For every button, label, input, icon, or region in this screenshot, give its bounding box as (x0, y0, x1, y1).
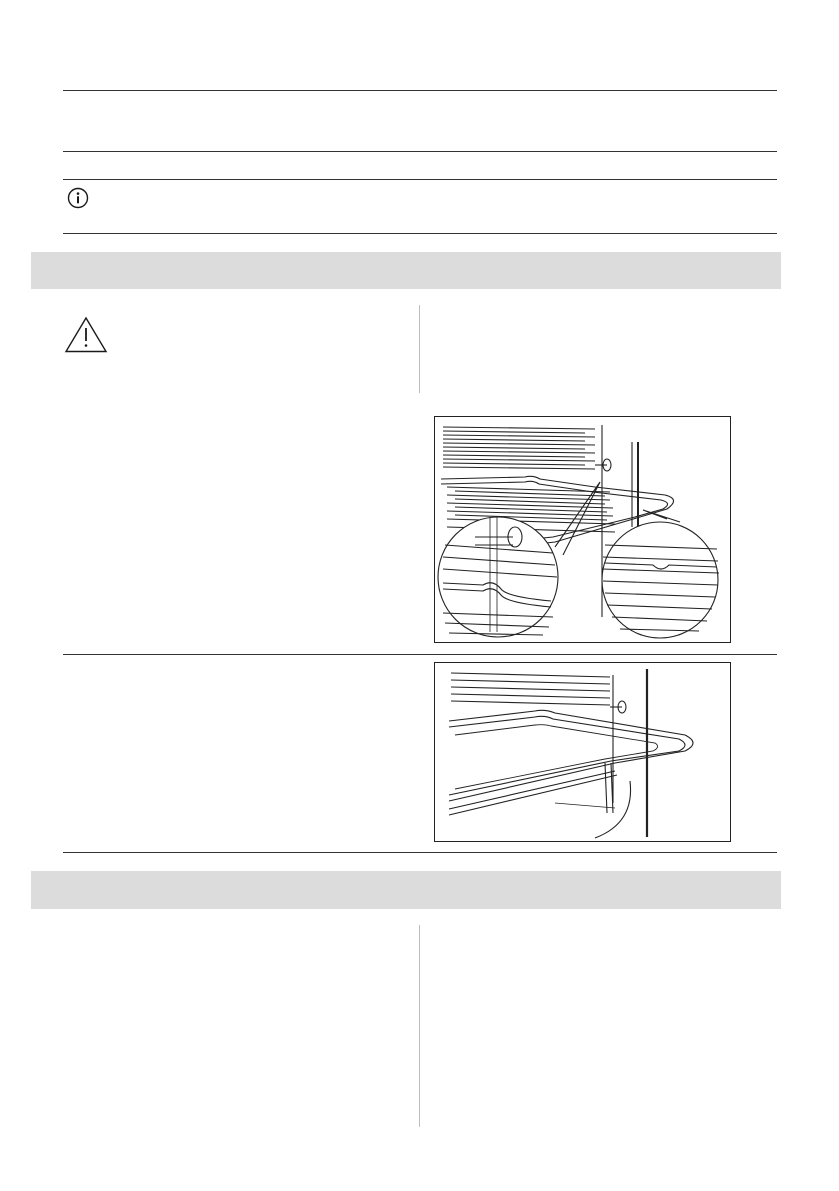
info-icon (67, 187, 89, 214)
page-number (783, 4, 803, 20)
divider-between-figures (63, 654, 777, 655)
divider-info-middle (63, 179, 777, 180)
divider-info-top (63, 151, 777, 152)
section-heading-band-2 (31, 871, 781, 909)
wire-shelf-figure (434, 416, 731, 643)
divider-bottom (63, 852, 777, 853)
baking-tray-figure (434, 662, 731, 842)
warning-icon (64, 316, 108, 359)
divider-info-bottom (63, 233, 777, 234)
section-heading-band-1 (31, 252, 781, 289)
column-divider-2 (419, 925, 420, 1127)
divider-top (63, 90, 777, 91)
column-divider-1 (419, 305, 420, 393)
